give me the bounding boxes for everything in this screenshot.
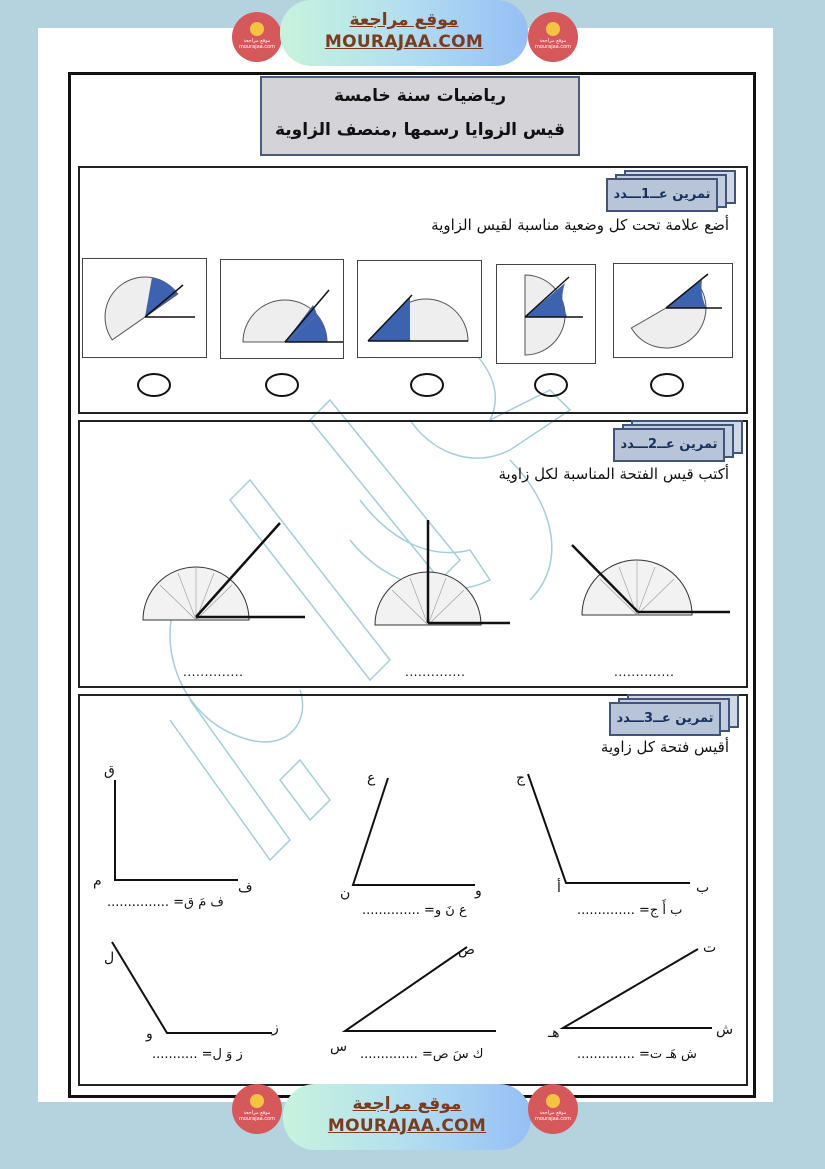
point-label: ز: [272, 1020, 279, 1036]
angle-answer-3[interactable]: ب أَ ج= ..............: [577, 903, 683, 918]
badge-text: موقع مراجعة: [243, 38, 271, 44]
exercise-3-instruction: أقيس فتحة كل زاوية: [600, 738, 729, 756]
book-icon: [250, 1094, 264, 1108]
angle-answer-5[interactable]: ك سَ ص= ..............: [360, 1047, 484, 1062]
protractor-option-5: [613, 263, 733, 358]
point-label: ت: [703, 940, 717, 956]
answer-circle-1[interactable]: [137, 373, 171, 397]
angle-answer-1[interactable]: ف مَ ق= ...............: [107, 895, 224, 910]
site-name-en: MOURAJAA.COM: [327, 1116, 487, 1136]
point-label: م: [93, 873, 102, 889]
point-label: ص: [458, 942, 475, 958]
point-label: ش: [716, 1022, 734, 1038]
protractor-option-4: [496, 264, 596, 364]
exercise-3-label: تمرين عــ3ـــدد: [609, 702, 721, 736]
badge-text: موقع مراجعة: [539, 1110, 567, 1116]
worksheet-title: [260, 76, 580, 156]
exercise-2-tag: [613, 428, 725, 462]
badge-text: موقع مراجعة: [243, 1110, 271, 1116]
badge-text: موقع مراجعة: [539, 38, 567, 44]
site-banner-top[interactable]: [280, 0, 528, 66]
exercise-1-instruction: أضع علامة تحت كل وضعية مناسبة لقيس الزاوية: [431, 216, 729, 234]
answer-circle-3[interactable]: [410, 373, 444, 397]
title-subject: رياضيات سنة خامسة: [334, 86, 506, 106]
site-name-ar: موقع مراجعة: [352, 1094, 462, 1114]
site-name-en: MOURAJAA.COM: [324, 32, 484, 52]
point-label: و: [146, 1026, 153, 1042]
site-name-ar: موقع مراجعة: [349, 10, 459, 30]
protractor-option-3: [357, 260, 482, 358]
badge-url: mourajaa.com: [534, 1116, 571, 1122]
protractor-option-2: [220, 259, 344, 359]
point-label: ف: [238, 880, 253, 896]
answer-circle-4[interactable]: [534, 373, 568, 397]
exercise-2-instruction: أكتب قيس الفتحة المناسبة لكل زاوية: [498, 465, 729, 483]
site-badge-right-bottom[interactable]: [528, 1084, 578, 1134]
angle-answer-4[interactable]: ز وَ ل= ...........: [152, 1047, 243, 1062]
exercise-3-tag: [609, 702, 721, 736]
exercise-2-protractors: [0, 515, 825, 655]
point-label: س: [330, 1039, 348, 1055]
book-icon: [546, 22, 560, 36]
answer-circle-2[interactable]: [265, 373, 299, 397]
angle-answer-2[interactable]: ع نَ و= ..............: [362, 903, 467, 918]
exercise-1-label: تمرين عــ1ـــدد: [606, 178, 718, 212]
answer-blank-2[interactable]: ..............: [405, 665, 466, 679]
site-badge-left-bottom[interactable]: [232, 1084, 282, 1134]
point-label: ج: [516, 770, 526, 786]
answer-circle-5[interactable]: [650, 373, 684, 397]
badge-url: mourajaa.com: [534, 44, 571, 50]
point-label: هـ: [548, 1025, 560, 1041]
site-banner-bottom[interactable]: [283, 1084, 531, 1150]
point-label: أ: [557, 880, 561, 896]
book-icon: [250, 22, 264, 36]
point-label: ن: [340, 885, 351, 901]
site-badge-right[interactable]: [528, 12, 578, 62]
title-lesson: قيس الزوايا رسمها ,منصف الزاوية: [274, 120, 566, 140]
protractor-option-1: [82, 258, 207, 358]
angle-answer-6[interactable]: ش هَـ ت= ..............: [577, 1047, 697, 1062]
exercise-1-tag: [606, 178, 718, 212]
site-badge-left[interactable]: [232, 12, 282, 62]
badge-url: mourajaa.com: [238, 1116, 275, 1122]
point-label: ب: [696, 880, 710, 896]
answer-blank-3[interactable]: ..............: [614, 665, 675, 679]
point-label: ل: [104, 950, 115, 966]
point-label: ق: [104, 763, 115, 779]
badge-url: mourajaa.com: [238, 44, 275, 50]
answer-blank-1[interactable]: ..............: [183, 665, 244, 679]
point-label: ع: [367, 770, 376, 786]
book-icon: [546, 1094, 560, 1108]
exercise-3-angles: [0, 760, 825, 1080]
point-label: و: [475, 883, 482, 899]
exercise-2-label: تمرين عــ2ـــدد: [613, 428, 725, 462]
